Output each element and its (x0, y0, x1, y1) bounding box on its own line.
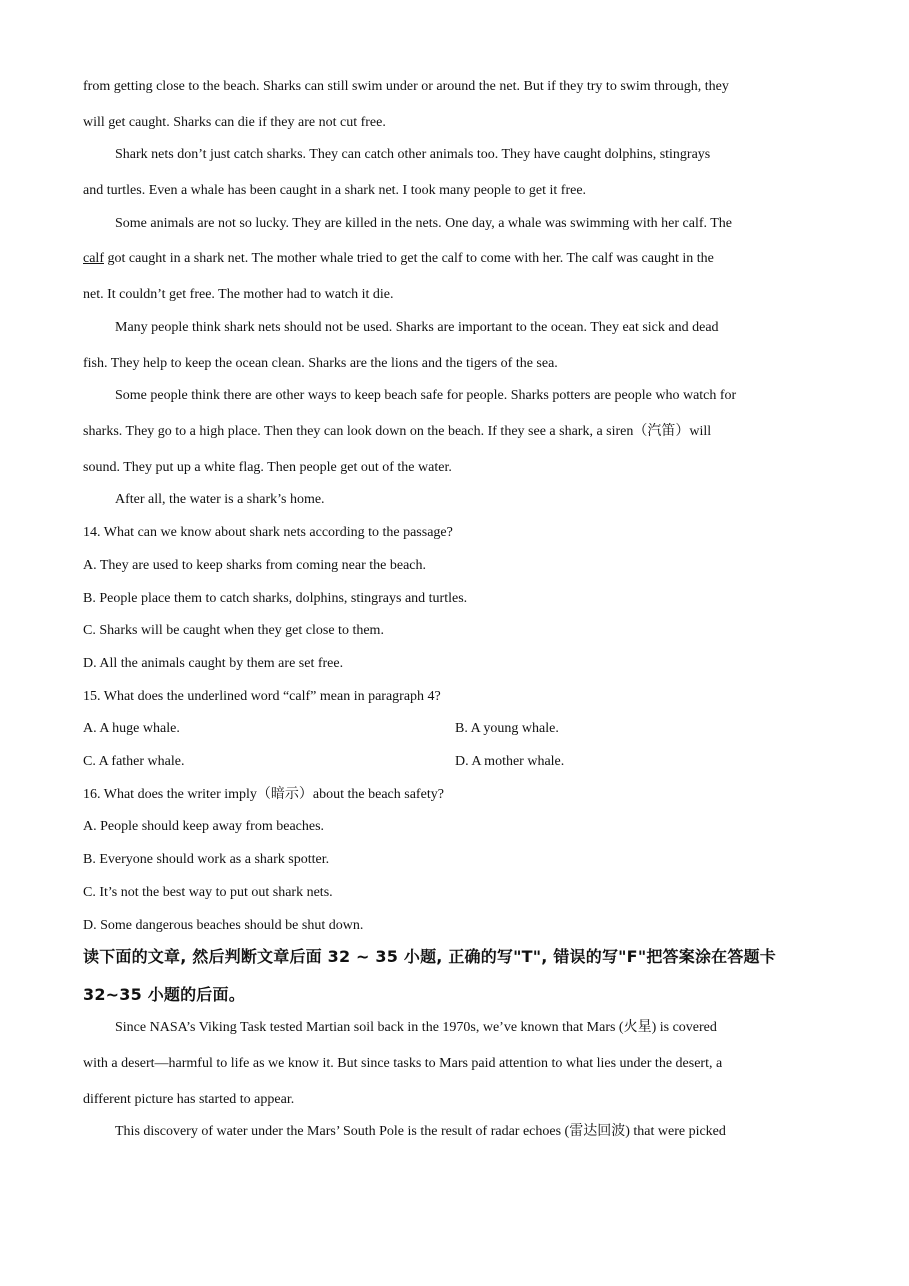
question-14-option-d: D. All the animals caught by them are set free. (83, 656, 344, 671)
passage1-p4-line1: Many people think shark nets should not be used. Sharks are important to the ocean. They eat sick and dead (115, 320, 719, 335)
passage1-p6: After all, the water is a shark’s home. (115, 492, 325, 507)
passage1-p2-line1: Shark nets don’t just catch sharks. They can catch other animals too. They have caught dolphins, stingrays (115, 147, 711, 162)
passage2-p1-line3: different picture has started to appear. (83, 1092, 295, 1107)
passage1-p4-line2: fish. They help to keep the ocean clean. Sharks are the lions and the tigers of the sea. (83, 356, 558, 371)
question-16-option-a: A. People should keep away from beaches. (83, 819, 325, 834)
question-14-option-c: C. Sharks will be caught when they get close to them. (83, 623, 384, 638)
question-15-option-c: C. A father whale. (83, 754, 185, 769)
passage1-p5-line1: Some people think there are other ways to keep beach safe for people. Sharks potters are people who watch for (115, 388, 737, 403)
passage2-p2-line1: This discovery of water under the Mars’ South Pole is the result of radar echoes (雷达回波) that were picked (115, 1124, 726, 1139)
passage2-p1-line1: Since NASA’s Viking Task tested Martian soil back in the 1970s, we’ve known that Mars (火星) is covered (115, 1020, 717, 1035)
section-heading-line2: 32~35 小题的后面。 (83, 985, 245, 1004)
passage1-p3-line2 (83, 250, 714, 268)
question-14-stem: 14. What can we know about shark nets according to the passage? (83, 525, 453, 540)
passage1-p3-line3: net. It couldn’t get free. The mother had to watch it die. (83, 287, 394, 302)
question-15-option-a: A. A huge whale. (83, 721, 180, 736)
passage1-p5-line3: sound. They put up a white flag. Then people get out of the water. (83, 460, 452, 475)
question-15-stem: 15. What does the underlined word “calf” mean in paragraph 4? (83, 689, 441, 704)
passage1-p3-line1-text: Some animals are not so lucky. They are killed in the nets. One day, a whale was swimming with her calf. The (115, 216, 733, 231)
passage1-p3-line2-text: got caught in a shark net. The mother whale tried to get the calf to come with her. The calf was caught in the (103, 251, 714, 266)
question-16-option-d: D. Some dangerous beaches should be shut down. (83, 918, 364, 933)
section-heading-line1: 读下面的文章, 然后判断文章后面 32 ~ 35 小题, 正确的写"T", 错误的写"F"把答案涂在答题卡 (83, 947, 776, 966)
passage1-p5-line2: sharks. They go to a high place. Then they can look down on the beach. If they see a shark, a siren（汽笛）will (83, 424, 712, 439)
question-14-option-a: A. They are used to keep sharks from coming near the beach. (83, 558, 427, 573)
question-14-option-b: B. People place them to catch sharks, dolphins, stingrays and turtles. (83, 591, 468, 606)
underlined-word-calf: calf (83, 251, 104, 266)
passage2-p1-line2: with a desert—harmful to life as we know it. But since tasks to Mars paid attention to what lies under the desert, a (83, 1056, 723, 1071)
question-15-option-d: D. A mother whale. (455, 754, 565, 769)
question-16-stem: 16. What does the writer imply（暗示）about the beach safety? (83, 787, 444, 802)
passage1-p1-line1: from getting close to the beach. Sharks can still swim under or around the net. But if they try to swim through, they (83, 79, 729, 94)
question-15-option-b: B. A young whale. (455, 721, 559, 736)
passage1-p1-line2: will get caught. Sharks can die if they are not cut free. (83, 115, 386, 130)
passage1-p3-line1 (115, 215, 732, 233)
passage1-p2-line2: and turtles. Even a whale has been caught in a shark net. I took many people to get it free. (83, 183, 587, 198)
question-16-option-b: B. Everyone should work as a shark spotter. (83, 852, 330, 867)
question-16-option-c: C. It’s not the best way to put out shark nets. (83, 885, 333, 900)
